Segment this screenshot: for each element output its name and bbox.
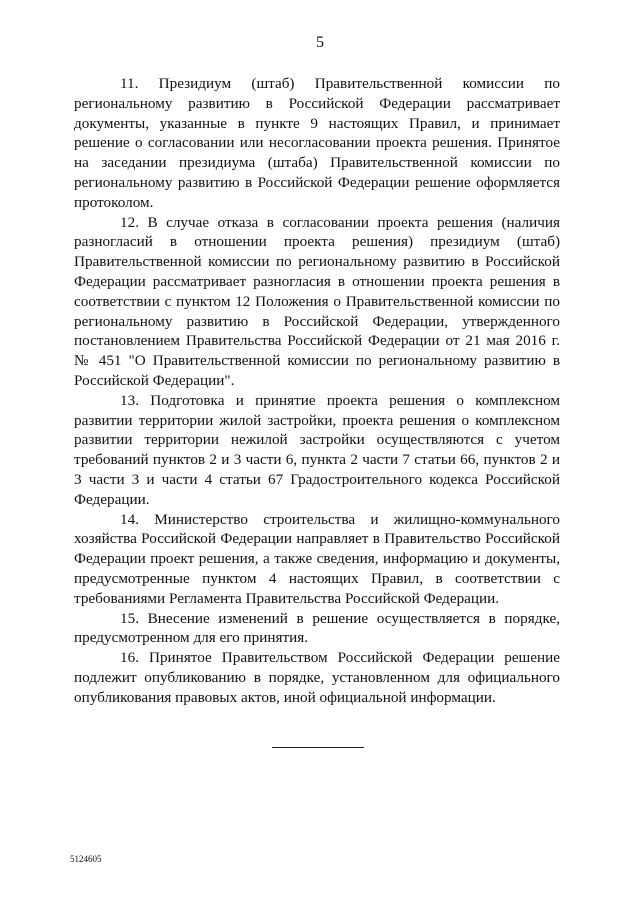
document-body [74, 74, 560, 708]
paragraph-12: 12. В случае отказа в согласовании проекта решения (наличия разногласий в отношении проекта решения) президиум (штаб) Правительственной комиссии по региональному развитию в Российской Федерации рассматривает разногласия в отношении проекта решения в соответствии с пунктом 12 Положения о Правительственной комиссии по региональному развитию в Российской Федерации, утвержденного постановлением Правительства Российской Федерации от 21 мая 2016 г. № 451 "О Правительственной комиссии по региональному развитию в Российской Федерации". [74, 213, 560, 389]
paragraph-14: 14. Министерство строительства и жилищно-коммунального хозяйства Российской Федерации направляет в Правительство Российской Федерации проект решения, а также сведения, информацию и документы, предусмотренные пунктом 4 настоящих Правил, в соответствии с требованиями Регламента Правительства Российской Федерации. [74, 510, 560, 607]
page-number: 5 [316, 34, 324, 51]
end-separator-line [272, 747, 364, 748]
document-code: 5124605 [70, 854, 102, 864]
paragraph-15: 15. Внесение изменений в решение осуществляется в порядке, предусмотренном для его принятия. [74, 609, 560, 647]
paragraph-13: 13. Подготовка и принятие проекта решения о комплексном развитии территории жилой застройки, проекта решения о комплексном развитии территории нежилой застройки осуществляются с учетом требований пунктов 2 и 3 части 6, пункта 2 части 7 статьи 66, пунктов 2 и 3 части 3 и части 4 статьи 67 Градостроительного кодекса Российской Федерации. [74, 391, 560, 508]
paragraph-16: 16. Принятое Правительством Российской Федерации решение подлежит опубликованию в порядке, установленном для официального опубликования правовых актов, иной официальной информации. [74, 649, 560, 706]
paragraph-11: 11. Президиум (штаб) Правительственной комиссии по региональному развитию в Российской Федерации рассматривает документы, указанные в пункте 9 настоящих Правил, и принимает решение о согласовании или несогласовании проекта решения. Принятое на заседании президиума (штаба) Правительственной комиссии по региональному развитию в Российской Федерации решение оформляется протоколом. [74, 75, 560, 211]
